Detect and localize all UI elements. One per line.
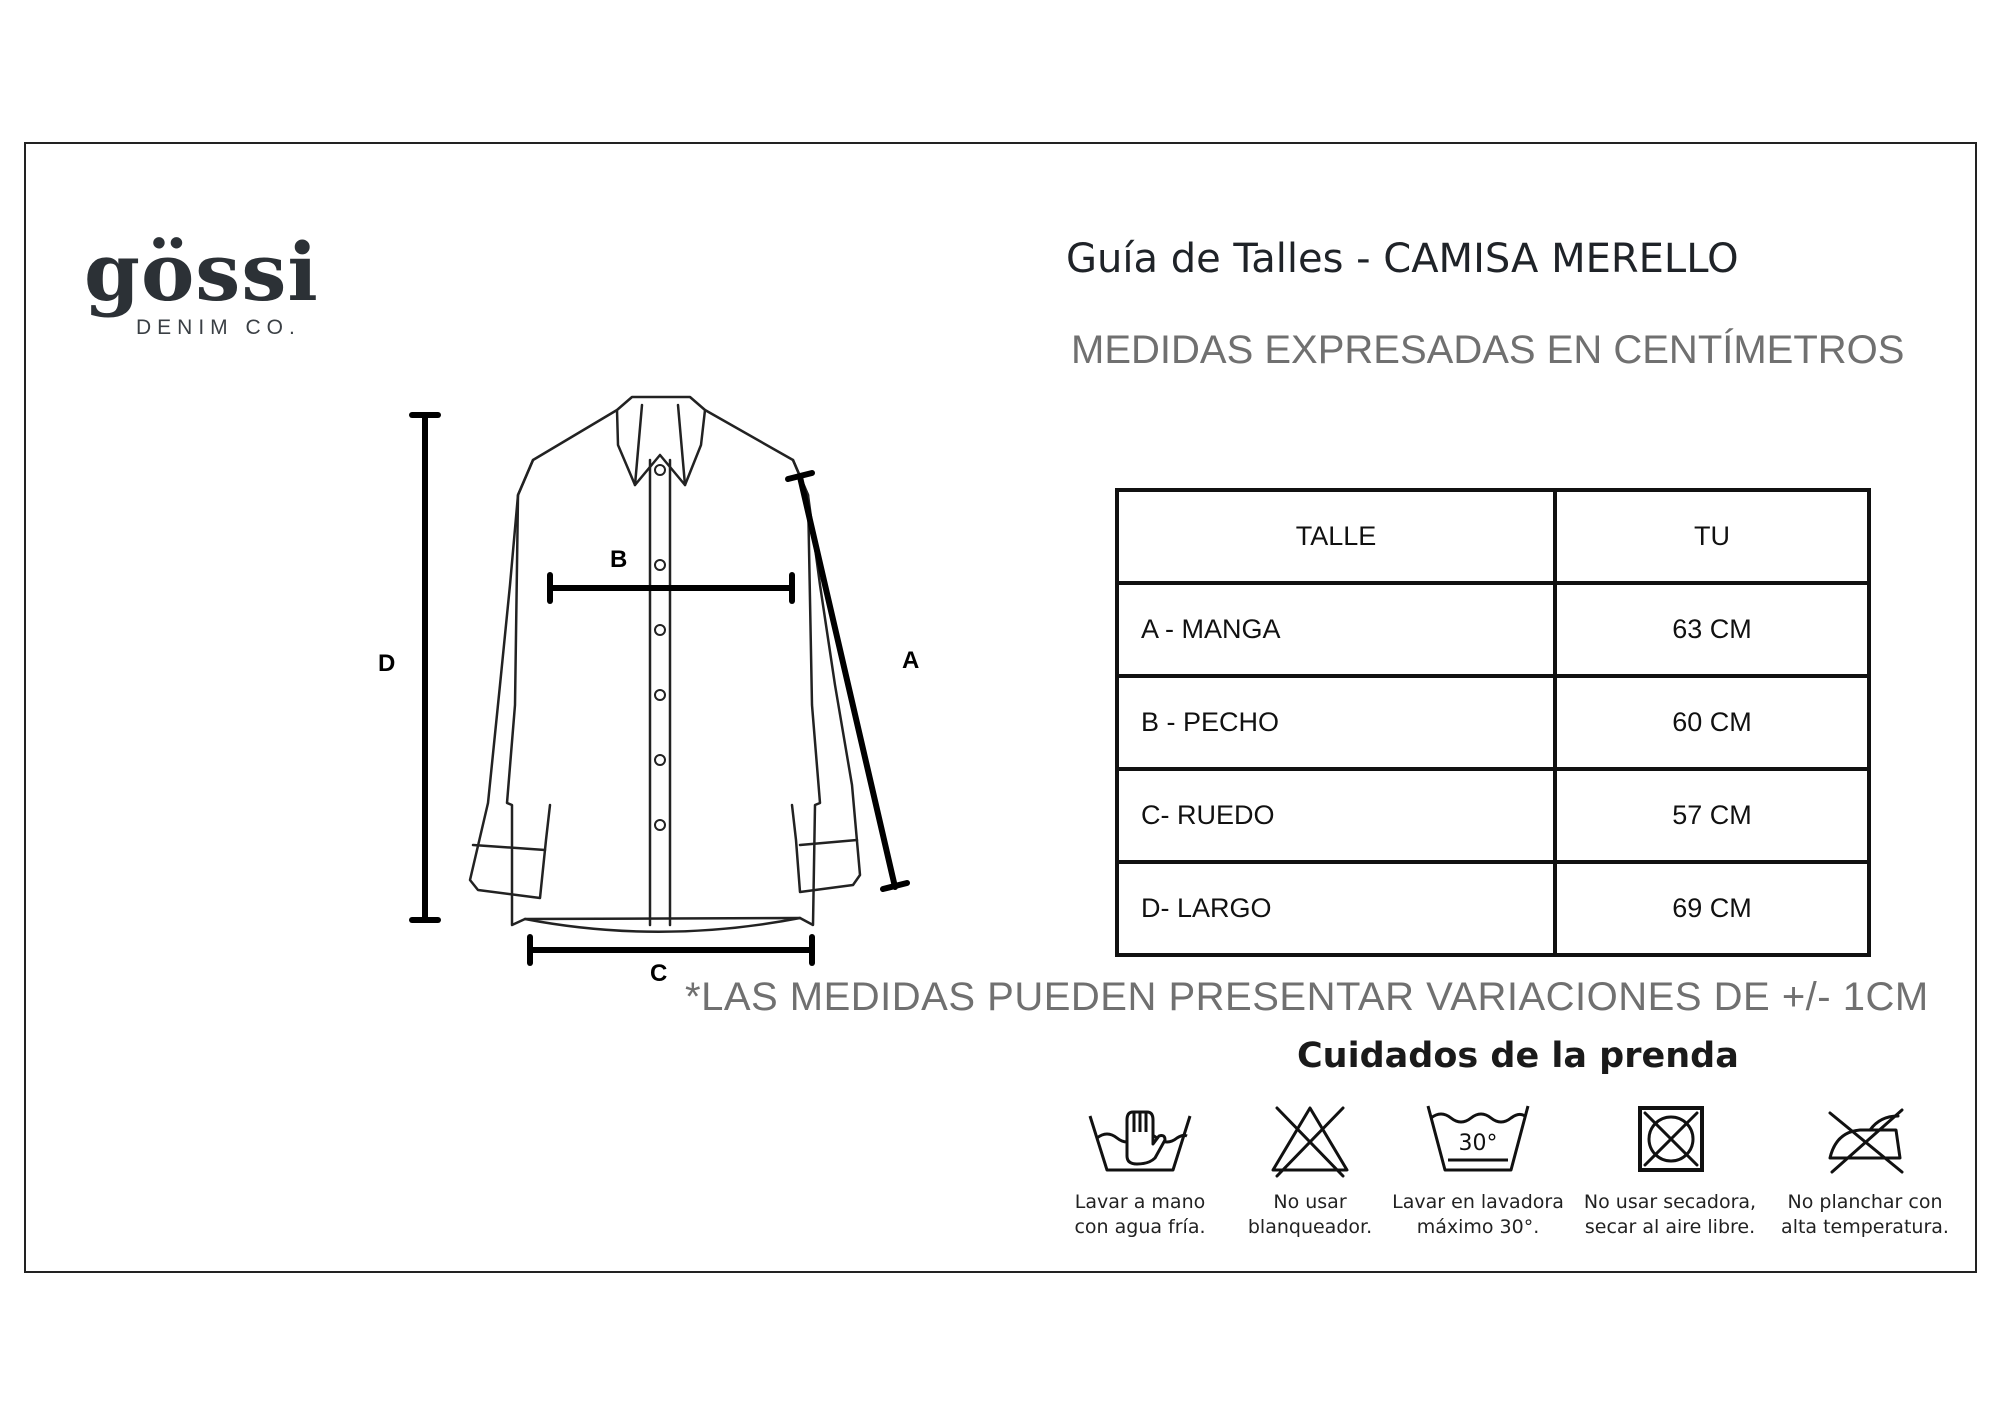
measurement-variation-note: *LAS MEDIDAS PUEDEN PRESENTAR VARIACIONES DE +/- 1CM [685,975,1929,1019]
care-item-machine-wash [1378,1098,1578,1240]
hand-wash-icon [1085,1098,1195,1178]
shirt-buttons [655,465,665,830]
care-label: Lavar a mano con agua fría. [1074,1191,1206,1238]
table-header-size: TU [1555,490,1869,583]
shirt-diagram [360,385,920,985]
size-table [1115,488,1871,957]
measure-line-a [788,473,907,889]
page-title: Guía de Talles - CAMISA MERELLO [1066,236,1739,282]
care-item-no-tumble-dry [1570,1098,1770,1240]
measure-line-c [530,937,812,963]
shirt-button [655,465,665,475]
table-cell-measure: D- LARGO [1117,862,1555,955]
care-label: No planchar con alta temperatura. [1781,1191,1949,1238]
table-header-row [1117,490,1869,583]
no-iron-high-temp-icon [1810,1098,1920,1178]
table-cell-value: 63 CM [1555,583,1869,676]
table-row [1117,769,1869,862]
no-bleach-icon [1255,1098,1365,1178]
shirt-button [655,560,665,570]
page-subtitle: MEDIDAS EXPRESADAS EN CENTÍMETROS [1071,328,1905,372]
care-section-title: Cuidados de la prenda [1297,1036,1739,1076]
measure-label-d: D [378,650,396,677]
shirt-button [655,755,665,765]
brand-tagline: DENIM CO. [136,316,301,339]
shirt-button [655,625,665,635]
table-cell-value: 60 CM [1555,676,1869,769]
measure-label-a: A [902,647,920,674]
wash-temperature-text: 30° [1458,1131,1498,1156]
table-cell-value: 57 CM [1555,769,1869,862]
table-cell-measure: A - MANGA [1117,583,1555,676]
table-cell-measure: C- RUEDO [1117,769,1555,862]
table-row [1117,583,1869,676]
table-header-talle: TALLE [1117,490,1555,583]
measure-label-b: B [610,546,628,573]
no-tumble-dry-icon [1615,1098,1725,1178]
shirt-button [655,690,665,700]
care-label: No usar blanqueador. [1247,1191,1373,1238]
shirt-button [655,820,665,830]
brand-logo [84,225,319,344]
table-cell-value: 69 CM [1555,862,1869,955]
measure-line-d [412,415,438,920]
brand-wordmark: gössi [84,225,319,319]
measure-label-c: C [650,960,668,985]
care-label: No usar secadora, secar al aire libre. [1583,1191,1757,1238]
care-label: Lavar en lavadora máximo 30°. [1392,1191,1564,1238]
machine-wash-30-icon [1423,1098,1533,1178]
table-row [1117,862,1869,955]
table-row [1117,676,1869,769]
table-cell-measure: B - PECHO [1117,676,1555,769]
care-item-no-iron [1765,1098,1965,1240]
